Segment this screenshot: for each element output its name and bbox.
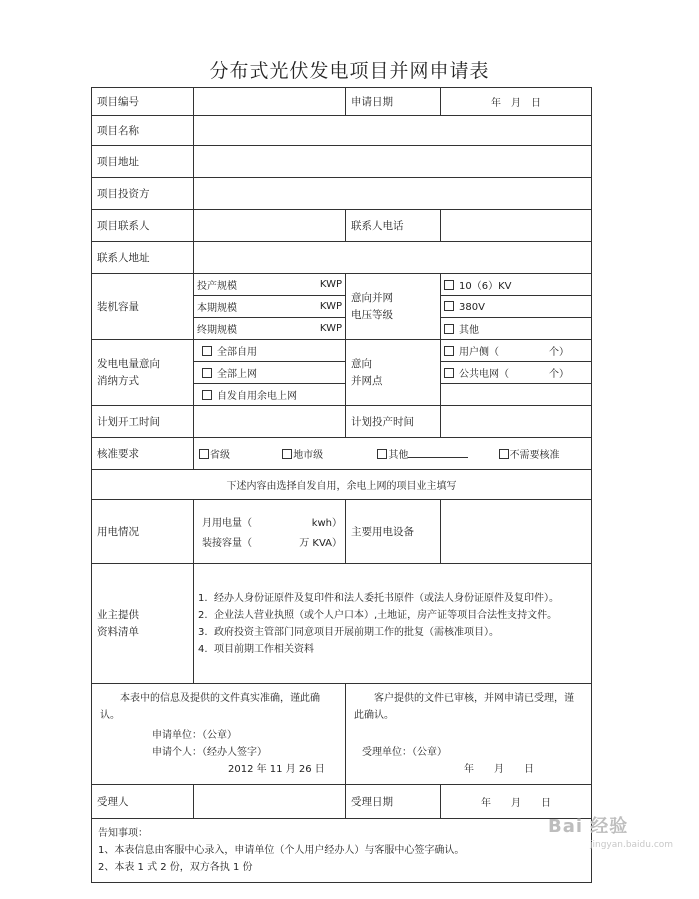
item-number: 2. [198, 609, 208, 621]
row-section-note [92, 470, 592, 500]
approval-options [194, 438, 592, 470]
notice-item: 2、本表 1 式 2 份，双方各执 1 份 [98, 862, 253, 873]
label-contact-phone: 联系人电话 [346, 210, 441, 242]
checkbox-icon[interactable] [202, 368, 212, 378]
capacity-fields [194, 274, 346, 340]
row-project-address [92, 146, 592, 178]
checkbox-icon[interactable] [202, 390, 212, 400]
declaration-text: 客户提供的文件已审核，并网申请已受理，谨此确认。 [354, 693, 574, 721]
item-text: 项目前期工作相关资料 [214, 643, 314, 655]
list-item [198, 607, 585, 624]
label-receiver: 受理人 [92, 785, 194, 819]
field-plan-start[interactable] [194, 406, 346, 438]
label-investor: 项目投资方 [92, 178, 194, 210]
option-label: 10（6）KV [459, 281, 512, 292]
field-main-equipment[interactable] [441, 500, 592, 564]
application-form [91, 87, 592, 883]
section-note: 下述内容由选择自发自用，余电上网的项目业主填写 [92, 470, 592, 500]
option-label: 省级 [210, 450, 230, 461]
materials-list [194, 564, 592, 684]
monthly-usage-field[interactable] [194, 512, 345, 532]
checkbox-icon[interactable] [444, 324, 454, 334]
item-text: 经办人身份证原件及复印件和法人委托书原件（或法人身份证原件及复印件）。 [214, 592, 559, 604]
item-number: 3. [198, 626, 208, 638]
list-item [198, 624, 585, 641]
capacity-item[interactable] [194, 318, 345, 339]
row-approval [92, 438, 592, 470]
field-accept-date[interactable]: 年 月 日 [441, 785, 592, 819]
installed-cap-field[interactable] [194, 532, 345, 552]
checkbox-option[interactable] [499, 450, 560, 461]
checkbox-option[interactable] [194, 384, 345, 405]
capacity-unit: KWP [319, 279, 342, 290]
field-plan-operation[interactable] [441, 406, 592, 438]
capacity-unit: KWP [319, 301, 342, 312]
checkbox-option[interactable] [441, 296, 591, 318]
row-capacity [92, 274, 592, 340]
label-electricity: 用电情况 [92, 500, 194, 564]
accept-date-ymd[interactable]: 年 月 日 [464, 764, 534, 775]
checkbox-icon[interactable] [377, 449, 387, 459]
option-label: 公共电网（ 个） [459, 369, 569, 380]
sign-date: 2012 年 11 月 26 日 [228, 764, 325, 775]
item-number: 4. [198, 643, 208, 655]
row-materials [92, 564, 592, 684]
form-title: 分布式光伏发电项目并网申请表 [209, 60, 490, 82]
list-item [198, 641, 585, 658]
checkbox-icon[interactable] [199, 449, 209, 459]
row-investor [92, 178, 592, 210]
field-apply-date[interactable]: 年 月 日 [441, 88, 592, 116]
option-label: 380V [459, 301, 485, 313]
field-project-name[interactable] [194, 116, 592, 146]
other-blank[interactable] [408, 449, 468, 458]
checkbox-option[interactable] [199, 446, 279, 461]
grid-point-options [441, 340, 592, 406]
label-project-address: 项目地址 [92, 146, 194, 178]
label-materials: 业主提供 资料清单 [92, 564, 194, 684]
consumption-options [194, 340, 346, 406]
label-project-no: 项目编号 [92, 88, 194, 116]
row-declaration [92, 684, 592, 785]
checkbox-icon[interactable] [202, 346, 212, 356]
applicant-unit[interactable]: 申请单位：（公章） [152, 730, 237, 741]
checkbox-option[interactable] [441, 362, 591, 384]
declaration-acceptor [346, 684, 592, 785]
option-label: 不需要核准 [509, 450, 560, 461]
field-contact-phone[interactable] [441, 210, 592, 242]
checkbox-icon[interactable] [444, 346, 454, 356]
field-receiver[interactable] [194, 785, 346, 819]
notice-item: 1、本表信息由客服中心录入，申请单位（个人用户经办人）与客服中心签字确认。 [98, 845, 465, 856]
field-project-no[interactable] [194, 88, 346, 116]
field-investor[interactable] [194, 178, 592, 210]
notice [92, 819, 592, 883]
checkbox-icon[interactable] [444, 280, 454, 290]
item-number: 1. [198, 592, 208, 604]
label-approval: 核准要求 [92, 438, 194, 470]
label-plan-start: 计划开工时间 [92, 406, 194, 438]
installed-cap-label: 装接容量（ [202, 538, 252, 549]
row-consumption [92, 340, 592, 406]
option-label: 其他 [388, 450, 409, 461]
watermark-logo: Bai 经验 [548, 816, 629, 837]
capacity-label: 终期规模 [197, 325, 237, 336]
option-label: 全部上网 [217, 369, 257, 380]
checkbox-option[interactable] [441, 274, 591, 296]
option-label: 用户侧（ 个） [459, 347, 569, 358]
option-label: 其他 [459, 325, 479, 336]
checkbox-option[interactable] [282, 446, 374, 461]
capacity-item[interactable] [194, 274, 345, 296]
capacity-label: 本期规模 [197, 303, 237, 314]
accept-unit[interactable]: 受理单位：（公章） [362, 747, 447, 758]
option-label: 地市级 [293, 450, 324, 461]
blank-option [441, 384, 591, 405]
row-electricity [92, 500, 592, 564]
field-project-address[interactable] [194, 146, 592, 178]
declaration-applicant [92, 684, 346, 785]
option-label: 全部自用 [217, 347, 257, 358]
checkbox-icon[interactable] [444, 301, 454, 311]
label-contact-address: 联系人地址 [92, 242, 194, 274]
row-project-name [92, 116, 592, 146]
field-contact[interactable] [194, 210, 346, 242]
item-text: 企业法人营业执照（或个人户口本）,土地证，房产证等项目合法性支持文件。 [214, 609, 558, 621]
capacity-label: 投产规模 [197, 281, 237, 292]
label-capacity: 装机容量 [92, 274, 194, 340]
option-label: 自发自用余电上网 [217, 391, 297, 402]
checkbox-icon[interactable] [282, 449, 292, 459]
monthly-usage-unit: kwh） [311, 518, 342, 529]
label-contact: 项目联系人 [92, 210, 194, 242]
capacity-item[interactable] [194, 296, 345, 318]
declaration-text: 本表中的信息及提供的文件真实准确，谨此确认。 [100, 693, 320, 721]
label-apply-date: 申请日期 [346, 88, 441, 116]
item-text: 政府投资主管部门同意项目开展前期工作的批复（需核准项目）。 [214, 626, 499, 638]
checkbox-option[interactable] [194, 362, 345, 384]
watermark-url: jingyan.baidu.com [590, 840, 674, 850]
label-consumption: 发电电量意向 消纳方式 [92, 340, 194, 406]
checkbox-icon[interactable] [499, 449, 509, 459]
capacity-unit: KWP [319, 323, 342, 334]
checkbox-icon[interactable] [444, 368, 454, 378]
monthly-usage-label: 月用电量（ [202, 518, 252, 529]
notice-title: 告知事项： [98, 828, 148, 839]
checkbox-option[interactable] [194, 340, 345, 362]
checkbox-option[interactable] [377, 446, 495, 461]
electricity-fields [194, 500, 346, 564]
checkbox-option[interactable] [441, 318, 591, 339]
label-main-equipment: 主要用电设备 [346, 500, 441, 564]
row-contact-address [92, 242, 592, 274]
row-receiver [92, 785, 592, 819]
label-voltage: 意向并网 电压等级 [346, 274, 441, 340]
checkbox-option[interactable] [441, 340, 591, 362]
row-contact [92, 210, 592, 242]
row-plan [92, 406, 592, 438]
voltage-options [441, 274, 592, 340]
list-item [198, 590, 585, 607]
label-accept-date: 受理日期 [346, 785, 441, 819]
label-plan-operation: 计划投产时间 [346, 406, 441, 438]
row-notice [92, 819, 592, 883]
applicant-person[interactable]: 申请个人：（经办人签字） [152, 747, 267, 758]
field-contact-address[interactable] [194, 242, 592, 274]
installed-cap-unit: 万 KVA） [299, 538, 342, 549]
label-project-name: 项目名称 [92, 116, 194, 146]
row-project-no [92, 88, 592, 116]
label-grid-point: 意向 并网点 [346, 340, 441, 406]
